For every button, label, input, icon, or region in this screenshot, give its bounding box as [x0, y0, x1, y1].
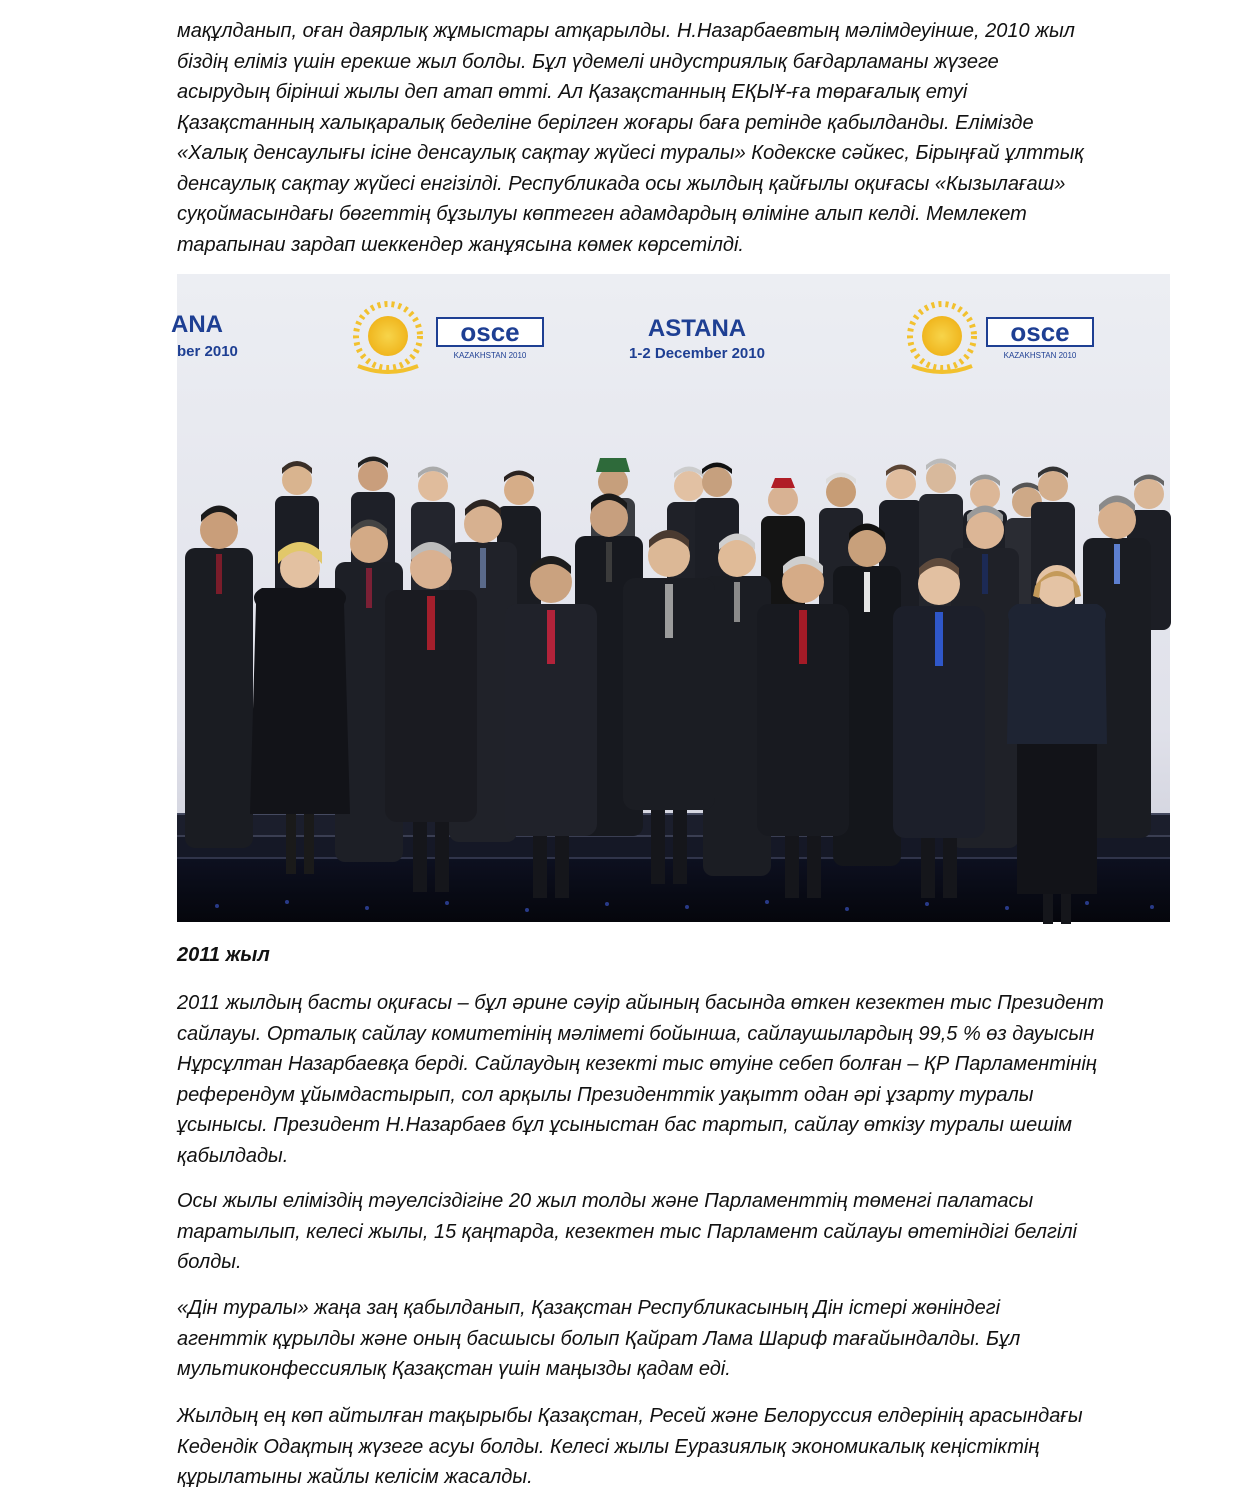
paragraph-religion-law: «Дін туралы» жаңа заң қабылданып, Қазақстан Республикасының Дін істері жөніндегі агенттік құрылды және оның басшысы болып Қайрат Лама Шариф тағайындалды. Бұл мультиконфессиялық Қазақстан үшін маңызды қадам еді. [177, 1297, 1021, 1380]
svg-text:KAZAKHSTAN 2010: KAZAKHSTAN 2010 [453, 351, 527, 360]
banner-left-title: ANA [171, 311, 223, 338]
paragraph-customs-union: Жылдың ең көп айтылған тақырыбы Қазақстан, Ресей және Белоруссия елдерінің арасындағы Кедендік Одақтың жүзеге асуы болды. Келесі жылы Еуразиялық экономикалық кеңістіктің құрылатыны жайлы келісім жасалды. [177, 1405, 1083, 1488]
banner-left-date: ber 2010 [177, 343, 238, 360]
banner-center-date: 1-2 December 2010 [629, 345, 765, 362]
paragraph-intro: мақұлданып, оған даярлық жұмыстары атқарылды. Н.Назарбаевтың мәлімдеуінше, 2010 жыл біздің еліміз үшін ерекше жыл болды. Бұл үдемелі индустриялық бағдарламаны жүзеге асырудың бірінші жылы деп атап өтті. Ал Қазақстанның ЕҚЫҰ-ға төрағалық етуі Қазақстанның халықаралық беделіне берілген жоғары баға ретінде қабылданды. Елімізде «Халық денсаулығы ісіне денсаулық сақтау жүйесі туралы» Кодекске сәйкес, Бірыңғай ұлттық денсаулық сақтау жүйесі енгізілді. Республикада осы жылдың қайғылы оқиғасы «Кызылағаш» суқоймасындағы бөгеттің бұзылуы көптеген адамдардың өліміне алып келді. Мемлекет тарапынаи зардап шеккендер жанұясына көмек көрсетілді. [177, 20, 1084, 256]
paragraph-independence-20: Осы жылы еліміздің тәуелсіздігіне 20 жыл толды және Парламенттің төменгі палатасы таратылып, келесі жылы, 15 қаңтарда, кезектен тыс Парламент сайлауы өтетіндігі белгілі болды. [177, 1190, 1077, 1273]
svg-text:osce: osce [460, 317, 520, 347]
svg-text:osce: osce [1010, 317, 1070, 347]
svg-text:KAZAKHSTAN 2010: KAZAKHSTAN 2010 [1003, 351, 1077, 360]
banner-center-title: ASTANA [647, 315, 747, 342]
paragraph-2011-election: 2011 жылдың басты оқиғасы – бұл әрине сәуір айының басында өткен кезектен тыс Президент сайлауы. Орталық сайлау комитетінің мәліметі бойынша, сайлаушылардың 99,5 % өз дауысын Нұрсұлтан Назарбаевқа берді. Сайлаудың кезекті тыс өтуіне себеп болған – ҚР Парламентінің референдум ұйымдастырып, сол арқылы Президенттік уақытт одан әрі ұзарту туралы ұсынысы. Президент Н.Назарбаев бұл ұсыныстан бас тартып, сайлау өткізу туралы шешім қабылдады. [177, 992, 1104, 1167]
group-photo-osce-summit [171, 274, 1170, 922]
section-heading-2011: 2011 жыл [177, 944, 270, 966]
